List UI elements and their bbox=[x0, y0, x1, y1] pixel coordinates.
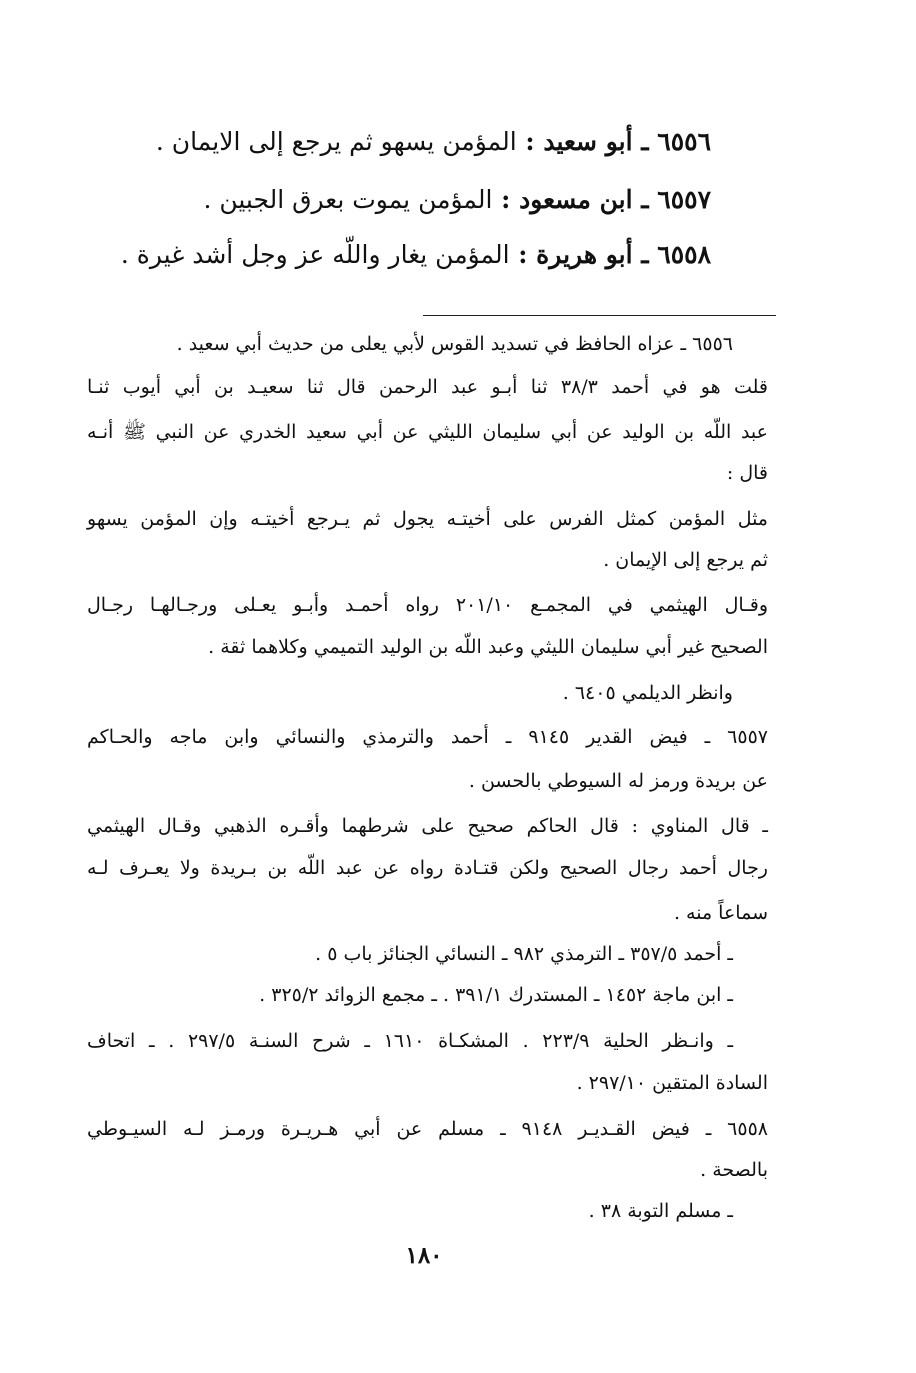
footnote-line: ـ مسلم التوبة ٣٨ . bbox=[588, 1200, 733, 1222]
footnote-line: ـ أحمد ٣٥٧/٥ ـ الترمذي ٩٨٢ ـ النسائي الجنائز باب ٥ . bbox=[315, 943, 733, 965]
hadith-text: المؤمن يموت بعرق الجبين . bbox=[203, 185, 493, 214]
separator: ـ bbox=[632, 127, 649, 156]
hadith-number: ٦٥٥٧ bbox=[657, 185, 711, 214]
footnote-line: السادة المتقين ٢٩٧/١٠ . bbox=[576, 1072, 768, 1094]
footnote-line: ـ قال المناوي : قال الحاكم صحيح على شرطهما وأقـره الذهبي وقـال الهيثمي bbox=[87, 815, 768, 837]
page-number: ١٨٠ bbox=[405, 1242, 443, 1269]
hadith-text: المؤمن يسهو ثم يرجع إلى الايمان . bbox=[155, 127, 517, 156]
footnote-line: رجال أحمد رجال الصحيح ولكن قتـادة رواه عن عبد اللّه بن بـريدة ولا يعـرف لـه bbox=[87, 857, 768, 879]
hadith-narrator: أبو هريرة bbox=[536, 240, 633, 269]
footnote-line: قلت هو في أحمد ٣٨/٣ ثنا أبـو عبد الرحمن قال ثنا سعيـد بن أبي أيوب ثنـا bbox=[87, 376, 768, 398]
footnote-line: بالصحة . bbox=[700, 1159, 768, 1181]
hadith-number: ٦٥٥٦ bbox=[657, 127, 711, 156]
separator: ـ bbox=[632, 240, 649, 269]
separator: ـ bbox=[632, 185, 649, 214]
footnote-line: ٦٥٥٨ ـ فيض القـديـر ٩١٤٨ ـ مسلم عن أبي هـريـرة ورمـز لـه السيـوطي bbox=[87, 1118, 768, 1140]
footnote-divider bbox=[423, 315, 776, 316]
footnote-line: مثل المؤمن كمثل الفرس على أخيتـه يجول ثم يـرجع أخيتـه وإن المؤمن يسهو bbox=[87, 508, 768, 530]
footnote-line: ثم يرجع إلى الإيمان . bbox=[603, 549, 768, 571]
footnote-line: وقـال الهيثمي في المجمـع ٢٠١/١٠ رواه أحمـد وأبـو يعـلى ورجـالهـا رجـال bbox=[87, 594, 768, 616]
footnote-line: عن بريدة ورمز له السيوطي بالحسن . bbox=[468, 770, 768, 792]
hadith-narrator: أبو سعيد bbox=[543, 127, 633, 156]
hadith-text: المؤمن يغار واللّه عز وجل أشد غيرة . bbox=[120, 240, 510, 269]
footnote-line: سماعاً منه . bbox=[673, 902, 768, 924]
hadith-6557: ٦٥٥٧ ـ ابن مسعود : المؤمن يموت بعرق الجبين . bbox=[203, 185, 711, 214]
footnote-line: قال : bbox=[726, 462, 768, 484]
footnote-line: ـ وانـظر الحلية ٢٢٣/٩ . المشكـاة ١٦١٠ ـ شرح السنـة ٢٩٧/٥ . ـ اتحاف bbox=[87, 1030, 734, 1052]
hadith-6558: ٦٥٥٨ ـ أبو هريرة : المؤمن يغار واللّه عز وجل أشد غيرة . bbox=[120, 240, 711, 269]
footnote-line: ـ ابن ماجة ١٤٥٢ ـ المستدرك ٣٩١/١ . ـ مجمع الزوائد ٣٢٥/٢ . bbox=[259, 984, 733, 1006]
hadith-number: ٦٥٥٨ bbox=[657, 240, 711, 269]
footnote-line: ٦٥٥٦ ـ عزاه الحافظ في تسديد القوس لأبي يعلى من حديث أبي سعيد . bbox=[176, 333, 733, 355]
footnote-line: عبد اللّه بن الوليد عن أبي سليمان الليثي عن أبي سعيد الخدري عن النبي ﷺ أنـه bbox=[87, 421, 768, 443]
hadith-6556: ٦٥٥٦ ـ أبو سعيد : المؤمن يسهو ثم يرجع إلى الايمان . bbox=[155, 127, 711, 156]
footnote-line: الصحيح غير أبي سليمان الليثي وعبد اللّه بن الوليد التميمي وكلاهما ثقة . bbox=[208, 636, 768, 658]
hadith-narrator: ابن مسعود bbox=[519, 185, 633, 214]
footnote-line: ٦٥٥٧ ـ فيض القدير ٩١٤٥ ـ أحمد والترمذي والنسائي وابن ماجه والحـاكم bbox=[87, 726, 768, 748]
footnote-line: وانظر الديلمي ٦٤٠٥ . bbox=[562, 682, 733, 704]
